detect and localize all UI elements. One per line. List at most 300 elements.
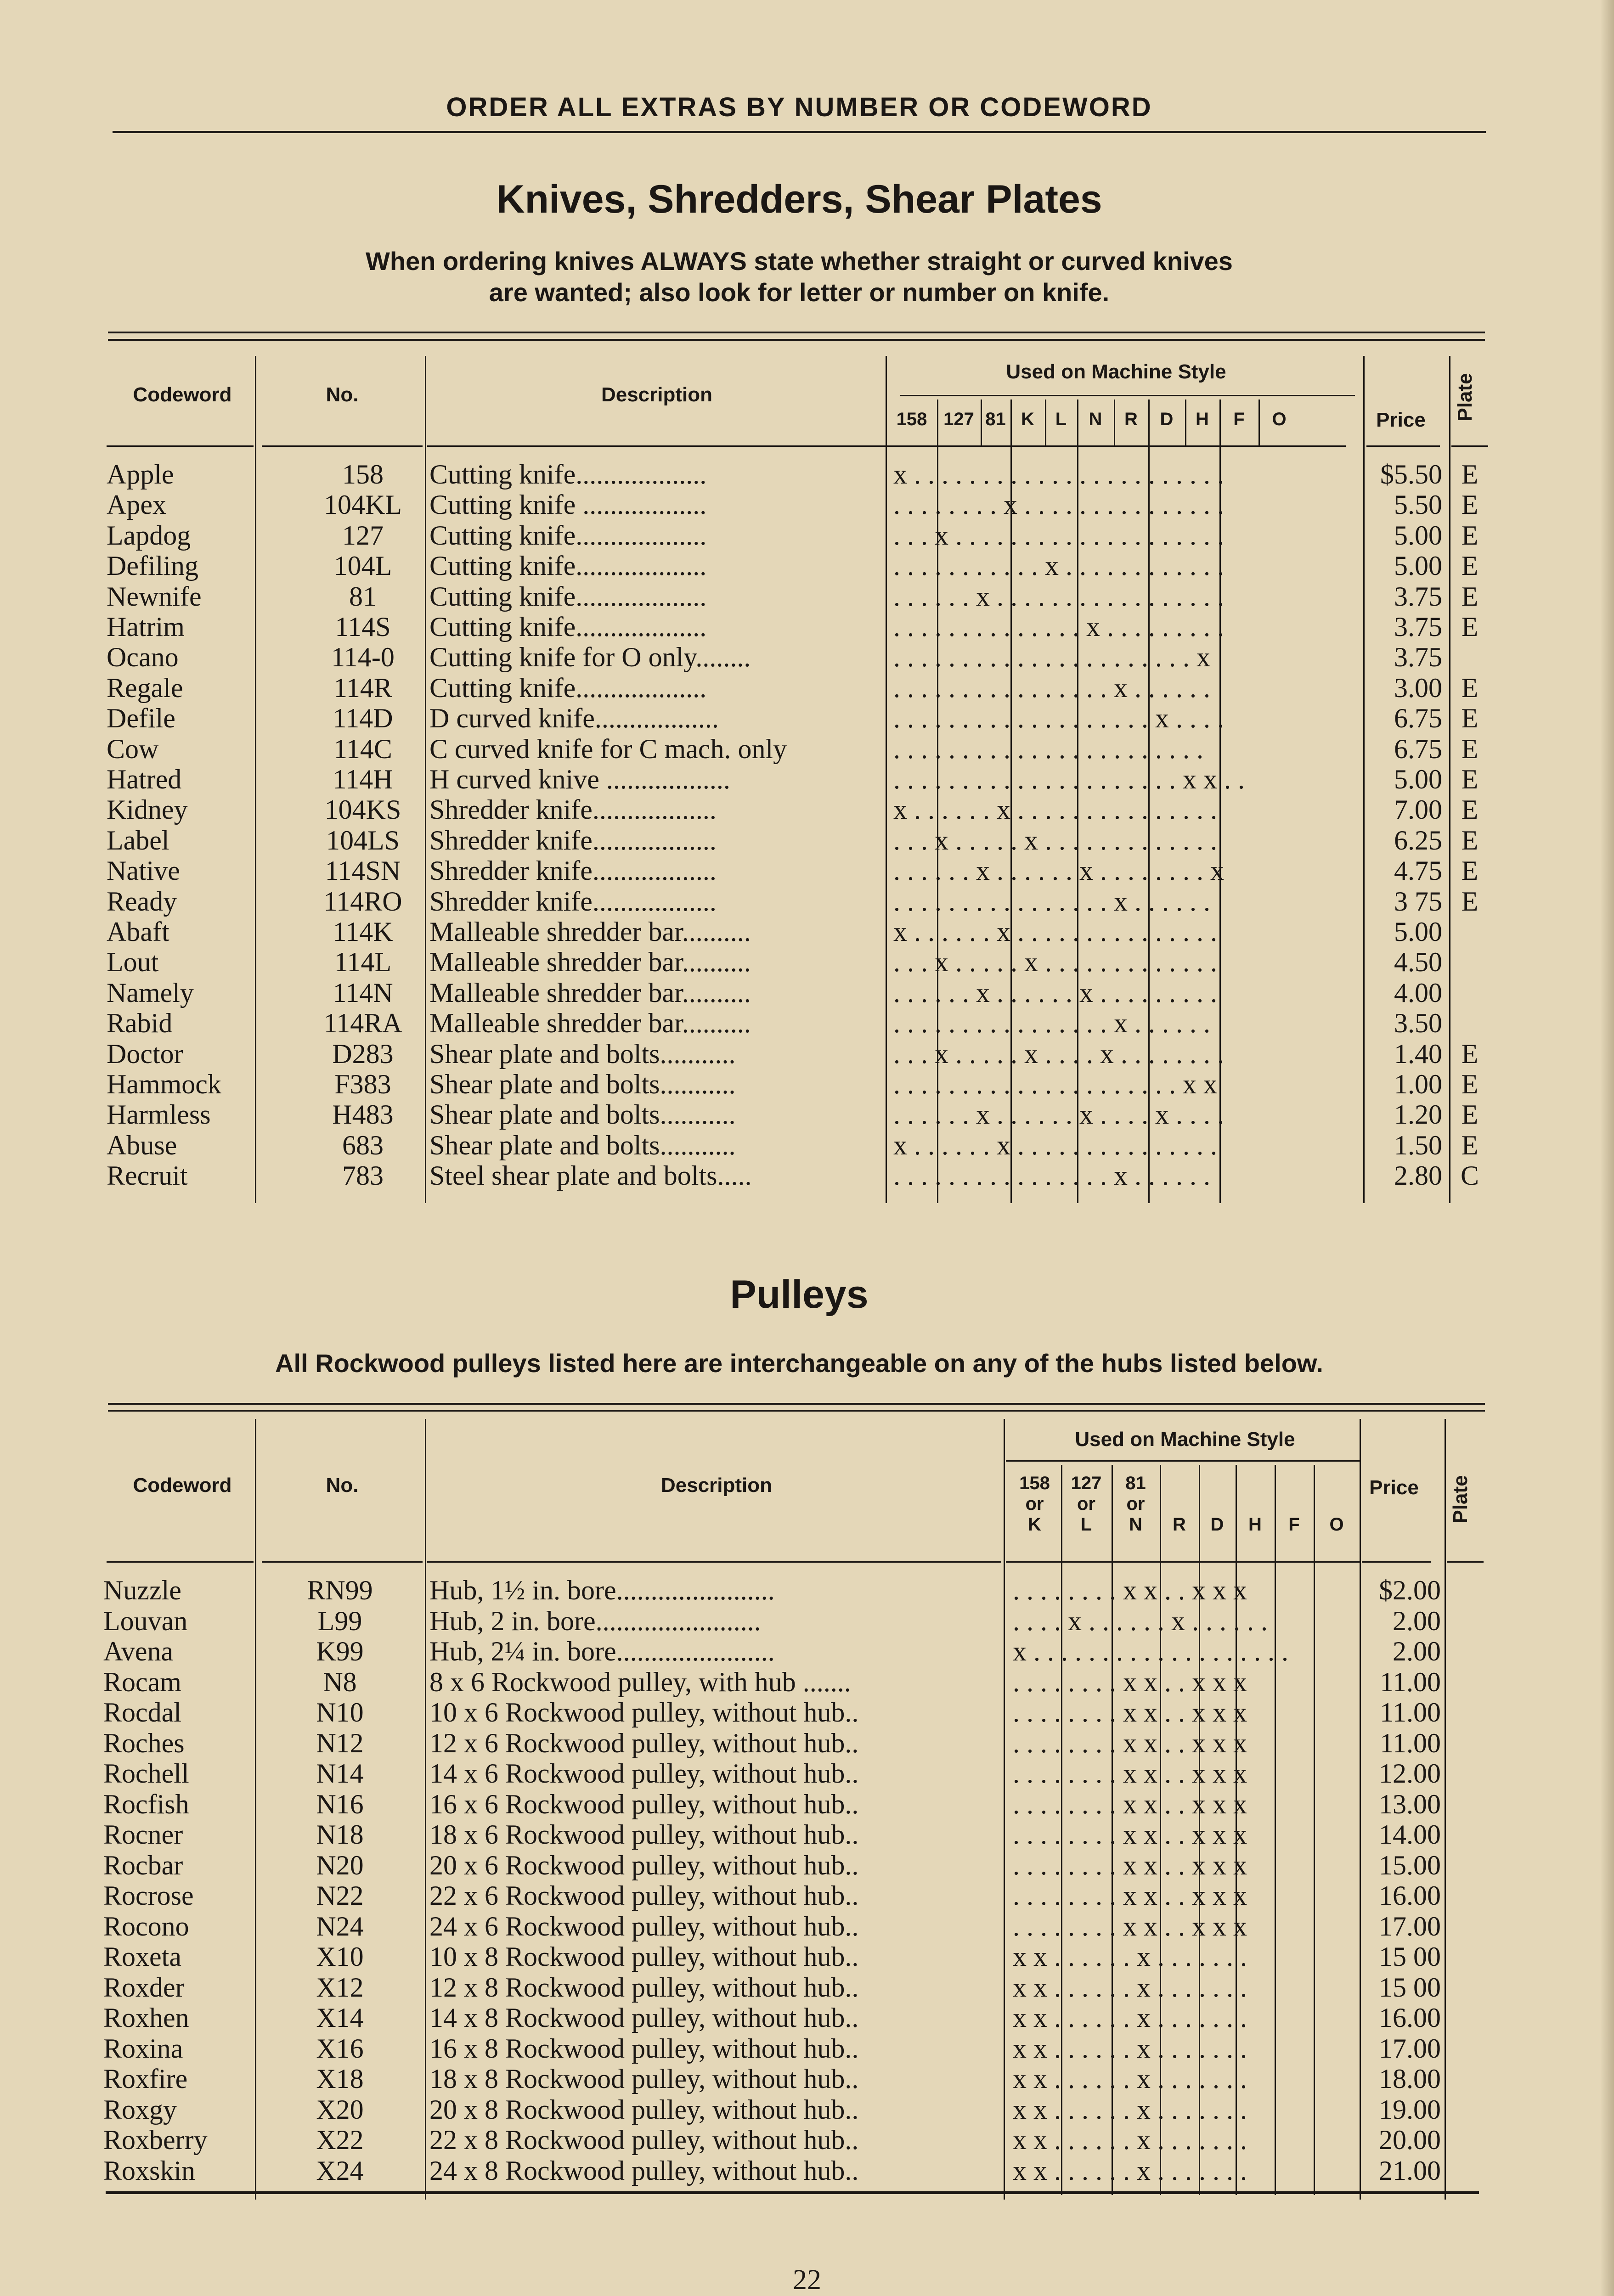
page-number: 22 bbox=[793, 2264, 821, 2296]
knives-price: 3.50 bbox=[1394, 1008, 1442, 1039]
knives-number: 114SN bbox=[325, 855, 401, 886]
knives-plate: E bbox=[1461, 551, 1479, 581]
knives-codeword: Lapdog bbox=[107, 520, 191, 551]
knives-machine-marks: . . . . . . . . . . . . . . . . . . . x . . . . bbox=[893, 703, 1224, 734]
pulleys-machine-marks: . . . . x . . . . . . x . . . . . . bbox=[1013, 1605, 1268, 1636]
pulleys-table-row bbox=[0, 1941, 1614, 1972]
pulleys-col-codeword: Codeword bbox=[133, 1474, 232, 1497]
knives-number: 104L bbox=[333, 551, 392, 581]
knives-price: 5.00 bbox=[1394, 551, 1442, 581]
pulleys-table-row bbox=[0, 1636, 1614, 1666]
knives-description: Malleable shredder bar.......... bbox=[429, 917, 751, 947]
pulleys-table-row bbox=[0, 1758, 1614, 1789]
pulleys-codeword: Rocam bbox=[103, 1666, 181, 1697]
knives-machine-marks: . . . . . . . . . . . . . . . . . . . . . x x . . bbox=[893, 764, 1245, 794]
pulleys-machine-head-bot: O bbox=[1329, 1514, 1344, 1535]
knives-description: Shear plate and bolts........... bbox=[429, 1038, 736, 1069]
knives-codeword: Newnife bbox=[107, 581, 202, 612]
pulleys-codeword: Roxgy bbox=[103, 2094, 177, 2125]
knives-table-row bbox=[0, 1160, 1614, 1191]
knives-machine-marks: . . . . . . . . . . . x . . . . . . . . . . . . bbox=[893, 551, 1224, 581]
knives-price: 3.75 bbox=[1394, 642, 1442, 673]
knives-rule-machines bbox=[886, 445, 1346, 447]
pulleys-rule-machines bbox=[1006, 1561, 1360, 1563]
pulleys-top-rule-2 bbox=[108, 1410, 1485, 1412]
knives-rule-price bbox=[1366, 445, 1440, 447]
knives-machine-marks: . . . x . . . . . x . . . . . . . . . . . . . bbox=[893, 947, 1217, 978]
pulleys-codeword: Roxina bbox=[103, 2033, 183, 2064]
pulleys-machine-head-mid: or bbox=[1077, 1494, 1095, 1514]
knives-codeword: Ready bbox=[107, 886, 177, 917]
knives-codeword: Defiling bbox=[107, 551, 198, 581]
pulleys-description: 24 x 8 Rockwood pulley, without hub.. bbox=[429, 2155, 859, 2186]
knives-description: C curved knife for C mach. only bbox=[429, 733, 787, 764]
pulleys-codeword: Roxhen bbox=[103, 2003, 189, 2033]
pulleys-table-row bbox=[0, 1911, 1614, 1941]
pulleys-description: 18 x 6 Rockwood pulley, without hub.. bbox=[429, 1819, 859, 1850]
pulleys-number: X20 bbox=[316, 2094, 364, 2125]
knives-rule-codeword bbox=[107, 445, 254, 447]
knives-codeword: Apex bbox=[107, 490, 166, 520]
pulleys-machine-head-bot: K bbox=[1028, 1514, 1041, 1535]
knives-machine-marks: . . . . . . x . . . . . . . . . . . . . . . . . bbox=[893, 581, 1224, 612]
knives-codeword: Label bbox=[107, 825, 169, 855]
knives-number: 104LS bbox=[326, 825, 400, 855]
pulleys-description: 10 x 6 Rockwood pulley, without hub.. bbox=[429, 1697, 859, 1728]
pulleys-table-row bbox=[0, 2033, 1614, 2064]
knives-price: 3.00 bbox=[1394, 672, 1442, 703]
knives-table-row bbox=[0, 1008, 1614, 1038]
knives-machine-marks: x . . . . . . x . . . . . . . . . . . . . . . bbox=[893, 1130, 1217, 1160]
pulleys-machine-marks: . . . . . . . . x x . . x x x bbox=[1013, 1850, 1247, 1880]
pulleys-number: N12 bbox=[316, 1728, 364, 1758]
knives-plate: E bbox=[1461, 1130, 1479, 1160]
knives-table-row bbox=[0, 490, 1614, 520]
knives-description: Cutting knife .................. bbox=[429, 490, 707, 520]
knives-table-row bbox=[0, 1099, 1614, 1130]
knives-machine-marks: . . . . . . x . . . . . . x . . . . . . . . x bbox=[893, 855, 1224, 886]
knives-plate: E bbox=[1461, 703, 1479, 734]
pulleys-number: N8 bbox=[323, 1666, 357, 1697]
knives-table-row bbox=[0, 1130, 1614, 1160]
knives-codeword: Hammock bbox=[107, 1069, 221, 1099]
pulleys-number: X14 bbox=[316, 2003, 364, 2033]
pulleys-machine-head-bot: N bbox=[1129, 1514, 1142, 1535]
pulleys-machine-marks: x x . . . . . . x . . . . . . . bbox=[1013, 2064, 1247, 2094]
pulleys-machine-head-bot: L bbox=[1080, 1514, 1092, 1535]
knives-price: 1.40 bbox=[1394, 1038, 1442, 1069]
knives-number: 114RO bbox=[323, 886, 402, 917]
knives-machine-head: D bbox=[1160, 409, 1174, 429]
knives-number: 81 bbox=[349, 581, 377, 612]
pulleys-description: 24 x 6 Rockwood pulley, without hub.. bbox=[429, 1911, 859, 1941]
pulleys-price: 11.00 bbox=[1380, 1728, 1441, 1758]
pulleys-number: X16 bbox=[316, 2033, 364, 2064]
knives-machine-marks: . . . . . . . . . . . . . . . . . . . . . . x bbox=[893, 642, 1210, 673]
knives-col-plate: Plate bbox=[1454, 373, 1476, 422]
knives-plate: E bbox=[1461, 764, 1479, 794]
knives-table-row bbox=[0, 764, 1614, 794]
knives-codeword: Ocano bbox=[107, 642, 179, 673]
pulleys-machine-marks: . . . . . . . . x x . . x x x bbox=[1013, 1911, 1247, 1941]
pulleys-table-row bbox=[0, 1606, 1614, 1636]
knives-machine-marks: . . . . . . . . . . . . . . . . x . . . . . . bbox=[893, 886, 1210, 917]
pulleys-price: 16.00 bbox=[1379, 2003, 1441, 2033]
pulleys-number: N24 bbox=[316, 1911, 364, 1941]
pulleys-price: 11.00 bbox=[1380, 1666, 1441, 1697]
pulleys-machine-marks: . . . . . . . . x x . . x x x bbox=[1013, 1728, 1247, 1758]
knives-description: Shredder knife.................. bbox=[429, 825, 717, 855]
pulleys-codeword: Rocner bbox=[103, 1819, 183, 1850]
knives-machine-marks: . . . . . . . . . . . . . . . . . . . . . x x bbox=[893, 1069, 1217, 1099]
knives-plate: E bbox=[1461, 672, 1479, 703]
knives-description: Steel shear plate and bolts..... bbox=[429, 1160, 752, 1191]
pulleys-table-row bbox=[0, 1728, 1614, 1758]
pulleys-description: 8 x 6 Rockwood pulley, with hub ....... bbox=[429, 1666, 851, 1697]
knives-plate: E bbox=[1461, 520, 1479, 551]
knives-codeword: Hatrim bbox=[107, 612, 185, 642]
pulleys-machine-head-top: 158 bbox=[1019, 1473, 1050, 1493]
knives-description: Shredder knife.................. bbox=[429, 855, 717, 886]
knives-number: 114C bbox=[333, 733, 392, 764]
knives-plate: E bbox=[1461, 581, 1479, 612]
knives-plate: E bbox=[1461, 1069, 1479, 1099]
knives-number: 683 bbox=[342, 1130, 384, 1160]
pulleys-col-description: Description bbox=[660, 1474, 773, 1497]
pulleys-price: 17.00 bbox=[1379, 1911, 1441, 1941]
knives-table-row bbox=[0, 855, 1614, 886]
knives-subtitle-line1: When ordering knives ALWAYS state whether straight or curved knives bbox=[366, 247, 1233, 276]
knives-price: 6.25 bbox=[1394, 825, 1442, 855]
pulleys-bottom-rule bbox=[106, 2191, 1479, 2194]
knives-price: 7.00 bbox=[1394, 794, 1442, 825]
knives-plate: C bbox=[1460, 1160, 1479, 1191]
knives-machine-head: O bbox=[1272, 409, 1287, 429]
pulleys-table-row bbox=[0, 1789, 1614, 1819]
pulleys-price: 20.00 bbox=[1379, 2125, 1441, 2155]
knives-description: Shear plate and bolts........... bbox=[429, 1069, 736, 1099]
knives-description: Shredder knife.................. bbox=[429, 794, 717, 825]
pulleys-col-used: Used on Machine Style bbox=[1075, 1428, 1295, 1451]
pulleys-price: 2.00 bbox=[1393, 1636, 1441, 1666]
pulleys-number: N10 bbox=[316, 1697, 364, 1728]
knives-price: $5.50 bbox=[1380, 459, 1442, 490]
pulleys-table-row bbox=[0, 1575, 1614, 1605]
pulleys-machine-head-mid: or bbox=[1126, 1494, 1145, 1514]
pulleys-codeword: Roxfire bbox=[103, 2064, 188, 2094]
pulleys-number: X24 bbox=[316, 2155, 364, 2186]
pulleys-number: N14 bbox=[316, 1758, 364, 1789]
pulleys-col-no: No. bbox=[326, 1474, 359, 1497]
pulleys-machine-head-top: 127 bbox=[1071, 1473, 1102, 1493]
pulleys-number: N22 bbox=[316, 1880, 364, 1911]
knives-number: 783 bbox=[342, 1160, 384, 1191]
knives-number: 114H bbox=[333, 764, 393, 794]
knives-description: Cutting knife................... bbox=[429, 581, 707, 612]
knives-number: 104KS bbox=[324, 794, 401, 825]
knives-number: 114K bbox=[333, 917, 393, 947]
knives-description: Shear plate and bolts........... bbox=[429, 1099, 736, 1130]
knives-table-row bbox=[0, 642, 1614, 672]
pulleys-table-row bbox=[0, 1819, 1614, 1850]
pulleys-number: X18 bbox=[316, 2064, 364, 2094]
pulleys-table-row bbox=[0, 2094, 1614, 2125]
pulleys-description: Hub, 2 in. bore........................ bbox=[429, 1605, 761, 1636]
pulleys-number: N20 bbox=[316, 1850, 364, 1880]
pulleys-machine-marks: x x . . . . . . x . . . . . . . bbox=[1013, 1972, 1247, 2003]
knives-top-rule bbox=[108, 332, 1485, 333]
pulleys-machine-marks: x . . . . . . . . . . . . . . . . . . . bbox=[1013, 1636, 1288, 1666]
knives-machine-marks: x . . . . . . x . . . . . . . . . . . . . . . bbox=[893, 917, 1217, 947]
knives-plate: E bbox=[1461, 1038, 1479, 1069]
knives-machine-marks: . . . . . . x . . . . . . x . . . . x . . . . bbox=[893, 1099, 1224, 1130]
pulleys-description: 12 x 6 Rockwood pulley, without hub.. bbox=[429, 1728, 859, 1758]
pulleys-machine-marks: x x . . . . . . x . . . . . . . bbox=[1013, 2094, 1247, 2125]
knives-machine-marks: . . . . . . . . . . . . . . x . . . . . . . . . bbox=[893, 612, 1224, 642]
page-header: ORDER ALL EXTRAS BY NUMBER OR CODEWORD bbox=[446, 92, 1152, 122]
knives-machine-head: 81 bbox=[985, 409, 1006, 429]
pulleys-description: 20 x 6 Rockwood pulley, without hub.. bbox=[429, 1850, 859, 1880]
knives-machine-marks: . . . x . . . . . x . . . . . . . . . . . . . bbox=[893, 825, 1217, 855]
knives-number: D283 bbox=[332, 1038, 394, 1069]
knives-machine-marks: . . . . . . . . x . . . . . . . . . . . . . . . bbox=[893, 490, 1224, 520]
pulleys-rule-desc bbox=[427, 1561, 1001, 1563]
pulleys-machine-head-bot: H bbox=[1248, 1514, 1262, 1535]
knives-description: Cutting knife................... bbox=[429, 520, 707, 551]
knives-machine-marks: . . . . . . . . . . . . . . . . x . . . . . . bbox=[893, 1008, 1210, 1039]
pulleys-codeword: Rocfish bbox=[103, 1789, 189, 1819]
knives-description: Cutting knife................... bbox=[429, 612, 707, 642]
pulleys-table-row bbox=[0, 1697, 1614, 1728]
knives-description: Malleable shredder bar.......... bbox=[429, 947, 751, 978]
knives-subtitle-line2: are wanted; also look for letter or number on knife. bbox=[489, 278, 1110, 307]
knives-description: D curved knife.................. bbox=[429, 703, 719, 734]
knives-price: 4.75 bbox=[1394, 855, 1442, 886]
knives-table-row bbox=[0, 1039, 1614, 1069]
knives-price: 5.50 bbox=[1394, 490, 1442, 520]
pulleys-number: RN99 bbox=[307, 1575, 373, 1605]
knives-price: 6.75 bbox=[1394, 703, 1442, 734]
pulleys-table-row bbox=[0, 1972, 1614, 2003]
pulleys-price: 17.00 bbox=[1379, 2033, 1441, 2064]
knives-description: H curved knive .................. bbox=[429, 764, 730, 794]
knives-plate: E bbox=[1461, 855, 1479, 886]
pulleys-machine-head-bot: D bbox=[1210, 1514, 1224, 1535]
pulleys-machine-marks: . . . . . . . . x x . . x x x bbox=[1013, 1789, 1247, 1819]
pulleys-codeword: Roxskin bbox=[103, 2155, 196, 2186]
knives-price: 5.00 bbox=[1394, 917, 1442, 947]
knives-rule-no bbox=[262, 445, 423, 447]
pulleys-machine-head-mid: or bbox=[1025, 1494, 1044, 1514]
pulleys-description: 22 x 6 Rockwood pulley, without hub.. bbox=[429, 1880, 859, 1911]
knives-number: 114L bbox=[334, 947, 392, 978]
knives-machine-marks: . . . . . . . . . . . . . . . . x . . . . . . bbox=[893, 672, 1210, 703]
knives-codeword: Rabid bbox=[107, 1008, 173, 1039]
pulleys-machine-marks: . . . . . . . . x x . . x x x bbox=[1013, 1575, 1247, 1605]
knives-col-price: Price bbox=[1376, 409, 1426, 431]
knives-description: Cutting knife................... bbox=[429, 459, 707, 490]
knives-table-row bbox=[0, 551, 1614, 581]
pulleys-codeword: Roxder bbox=[103, 1972, 185, 2003]
knives-number: 127 bbox=[342, 520, 384, 551]
knives-description: Cutting knife................... bbox=[429, 672, 707, 703]
knives-machine-head: 158 bbox=[896, 409, 927, 429]
pulleys-codeword: Rocono bbox=[103, 1911, 189, 1941]
knives-number: 114S bbox=[335, 612, 391, 642]
knives-codeword: Namely bbox=[107, 977, 194, 1008]
knives-number: 114R bbox=[333, 672, 392, 703]
knives-table-row bbox=[0, 917, 1614, 947]
knives-top-rule-2 bbox=[108, 339, 1485, 341]
knives-codeword: Lout bbox=[107, 947, 159, 978]
pulleys-table-row bbox=[0, 1667, 1614, 1697]
pulleys-price: 13.00 bbox=[1379, 1789, 1441, 1819]
knives-machine-marks: x . . . . . . x . . . . . . . . . . . . . . . bbox=[893, 794, 1217, 825]
pulleys-description: Hub, 2¼ in. bore....................... bbox=[429, 1636, 775, 1666]
pulleys-machine-marks: . . . . . . . . x x . . x x x bbox=[1013, 1758, 1247, 1789]
pulleys-number: X12 bbox=[316, 1972, 364, 2003]
pulleys-rule-used-on bbox=[1006, 1460, 1360, 1462]
knives-table-row bbox=[0, 886, 1614, 917]
knives-codeword: Cow bbox=[107, 733, 159, 764]
knives-machine-marks: . . . . . . x . . . . . . x . . . . . . . . . bbox=[893, 977, 1217, 1008]
knives-number: 114N bbox=[333, 977, 393, 1008]
pulleys-rule-price bbox=[1362, 1561, 1431, 1563]
pulleys-description: 18 x 8 Rockwood pulley, without hub.. bbox=[429, 2064, 859, 2094]
knives-machine-head: H bbox=[1196, 409, 1209, 429]
knives-plate: E bbox=[1461, 490, 1479, 520]
pulleys-price: 14.00 bbox=[1379, 1819, 1441, 1850]
knives-table-row bbox=[0, 734, 1614, 764]
knives-col-description: Description bbox=[601, 383, 713, 406]
pulleys-price: 19.00 bbox=[1379, 2094, 1441, 2125]
pulleys-number: X10 bbox=[316, 1941, 364, 1972]
knives-description: Shredder knife.................. bbox=[429, 886, 717, 917]
knives-table-row bbox=[0, 1069, 1614, 1099]
pulleys-machine-head-bot: R bbox=[1173, 1514, 1186, 1535]
knives-machine-marks: x . . . . . . . . . . . . . . . . . . . . . . . bbox=[893, 459, 1224, 490]
pulleys-title: Pulleys bbox=[730, 1272, 869, 1317]
knives-codeword: Apple bbox=[107, 459, 174, 490]
pulleys-codeword: Roxeta bbox=[103, 1941, 181, 1972]
header-rule bbox=[113, 131, 1486, 133]
pulleys-price: 21.00 bbox=[1379, 2155, 1441, 2186]
knives-number: H483 bbox=[332, 1099, 394, 1130]
pulleys-table-row bbox=[0, 1880, 1614, 1911]
knives-plate: E bbox=[1461, 733, 1479, 764]
pulleys-number: N16 bbox=[316, 1789, 364, 1819]
pulleys-col-price: Price bbox=[1369, 1476, 1419, 1499]
knives-machine-head: N bbox=[1089, 409, 1102, 429]
knives-plate: E bbox=[1461, 1099, 1479, 1130]
knives-codeword: Native bbox=[107, 855, 180, 886]
knives-machine-marks: . . . x . . . . . x . . . . x . . . . . . . . bbox=[893, 1038, 1224, 1069]
knives-number: 114-0 bbox=[331, 642, 395, 673]
pulleys-machine-marks: . . . . . . . . x x . . x x x bbox=[1013, 1880, 1247, 1911]
pulleys-machine-head-top: 81 bbox=[1125, 1473, 1146, 1493]
knives-codeword: Recruit bbox=[107, 1160, 188, 1191]
knives-price: 4.50 bbox=[1394, 947, 1442, 978]
pulleys-description: 16 x 8 Rockwood pulley, without hub.. bbox=[429, 2033, 859, 2064]
pulleys-machine-marks: x x . . . . . . x . . . . . . . bbox=[1013, 2033, 1247, 2064]
knives-price: 3.75 bbox=[1394, 612, 1442, 642]
knives-col-codeword: Codeword bbox=[133, 383, 232, 406]
pulleys-number: X22 bbox=[316, 2125, 364, 2155]
pulleys-machine-head-bot: F bbox=[1288, 1514, 1300, 1535]
pulleys-codeword: Roches bbox=[103, 1728, 185, 1758]
pulleys-price: 15.00 bbox=[1379, 1850, 1441, 1880]
pulleys-price: 11.00 bbox=[1380, 1697, 1441, 1728]
knives-description: Cutting knife for O only........ bbox=[429, 642, 751, 673]
knives-table-row bbox=[0, 825, 1614, 855]
knives-codeword: Hatred bbox=[107, 764, 182, 794]
knives-col-no: No. bbox=[326, 383, 359, 406]
knives-number: 114RA bbox=[323, 1008, 402, 1039]
pulleys-description: 14 x 8 Rockwood pulley, without hub.. bbox=[429, 2003, 859, 2033]
pulleys-number: L99 bbox=[317, 1605, 362, 1636]
pulleys-machine-marks: x x . . . . . . x . . . . . . . bbox=[1013, 1941, 1247, 1972]
knives-description: Shear plate and bolts........... bbox=[429, 1130, 736, 1160]
knives-description: Cutting knife................... bbox=[429, 551, 707, 581]
pulleys-description: 14 x 6 Rockwood pulley, without hub.. bbox=[429, 1758, 859, 1789]
knives-table-row bbox=[0, 581, 1614, 612]
knives-machine-head: 127 bbox=[943, 409, 974, 429]
pulleys-codeword: Avena bbox=[103, 1636, 174, 1666]
knives-price: 1.50 bbox=[1394, 1130, 1442, 1160]
pulleys-price: 12.00 bbox=[1379, 1758, 1441, 1789]
pulleys-table-row bbox=[0, 2155, 1614, 2186]
knives-price: 5.00 bbox=[1394, 520, 1442, 551]
pulleys-description: 12 x 8 Rockwood pulley, without hub.. bbox=[429, 1972, 859, 2003]
knives-machine-marks: . . . . . . . . . . . . . . . . x . . . . . . bbox=[893, 1160, 1210, 1191]
knives-number: 158 bbox=[342, 459, 384, 490]
knives-machine-marks: . . . . . . . . . . . . . . . . . . . . . . . bbox=[893, 733, 1203, 764]
knives-price: 6.75 bbox=[1394, 733, 1442, 764]
pulleys-description: 16 x 6 Rockwood pulley, without hub.. bbox=[429, 1789, 859, 1819]
knives-number: F383 bbox=[334, 1069, 391, 1099]
knives-plate: E bbox=[1461, 886, 1479, 917]
pulleys-codeword: Rocbar bbox=[103, 1850, 183, 1880]
pulleys-price: 18.00 bbox=[1379, 2064, 1441, 2094]
knives-plate: E bbox=[1461, 459, 1479, 490]
knives-codeword: Harmless bbox=[107, 1099, 211, 1130]
knives-title: Knives, Shredders, Shear Plates bbox=[496, 177, 1102, 221]
pulleys-price: $2.00 bbox=[1379, 1575, 1441, 1605]
pulleys-codeword: Rochell bbox=[103, 1758, 189, 1789]
knives-machine-head: F bbox=[1233, 409, 1245, 429]
knives-table-row bbox=[0, 703, 1614, 733]
knives-table-row bbox=[0, 947, 1614, 977]
knives-price: 4.00 bbox=[1394, 977, 1442, 1008]
pulleys-price: 15 00 bbox=[1379, 1941, 1441, 1972]
knives-machine-head: K bbox=[1021, 409, 1034, 429]
knives-description: Malleable shredder bar.......... bbox=[429, 1008, 751, 1039]
knives-plate: E bbox=[1461, 794, 1479, 825]
pulleys-description: Hub, 1½ in. bore....................... bbox=[429, 1575, 775, 1605]
pulleys-top-rule bbox=[108, 1403, 1485, 1405]
pulleys-table-row bbox=[0, 2125, 1614, 2155]
pulleys-codeword: Rocrose bbox=[103, 1880, 194, 1911]
knives-price: 5.00 bbox=[1394, 764, 1442, 794]
pulleys-codeword: Nuzzle bbox=[103, 1575, 181, 1605]
pulleys-machine-marks: x x . . . . . . x . . . . . . . bbox=[1013, 2003, 1247, 2033]
knives-table-row bbox=[0, 520, 1614, 551]
pulleys-price: 16.00 bbox=[1379, 1880, 1441, 1911]
knives-price: 3 75 bbox=[1394, 886, 1442, 917]
pulleys-number: K99 bbox=[316, 1636, 364, 1666]
pulleys-table-row bbox=[0, 1850, 1614, 1880]
pulleys-codeword: Roxberry bbox=[103, 2125, 208, 2155]
